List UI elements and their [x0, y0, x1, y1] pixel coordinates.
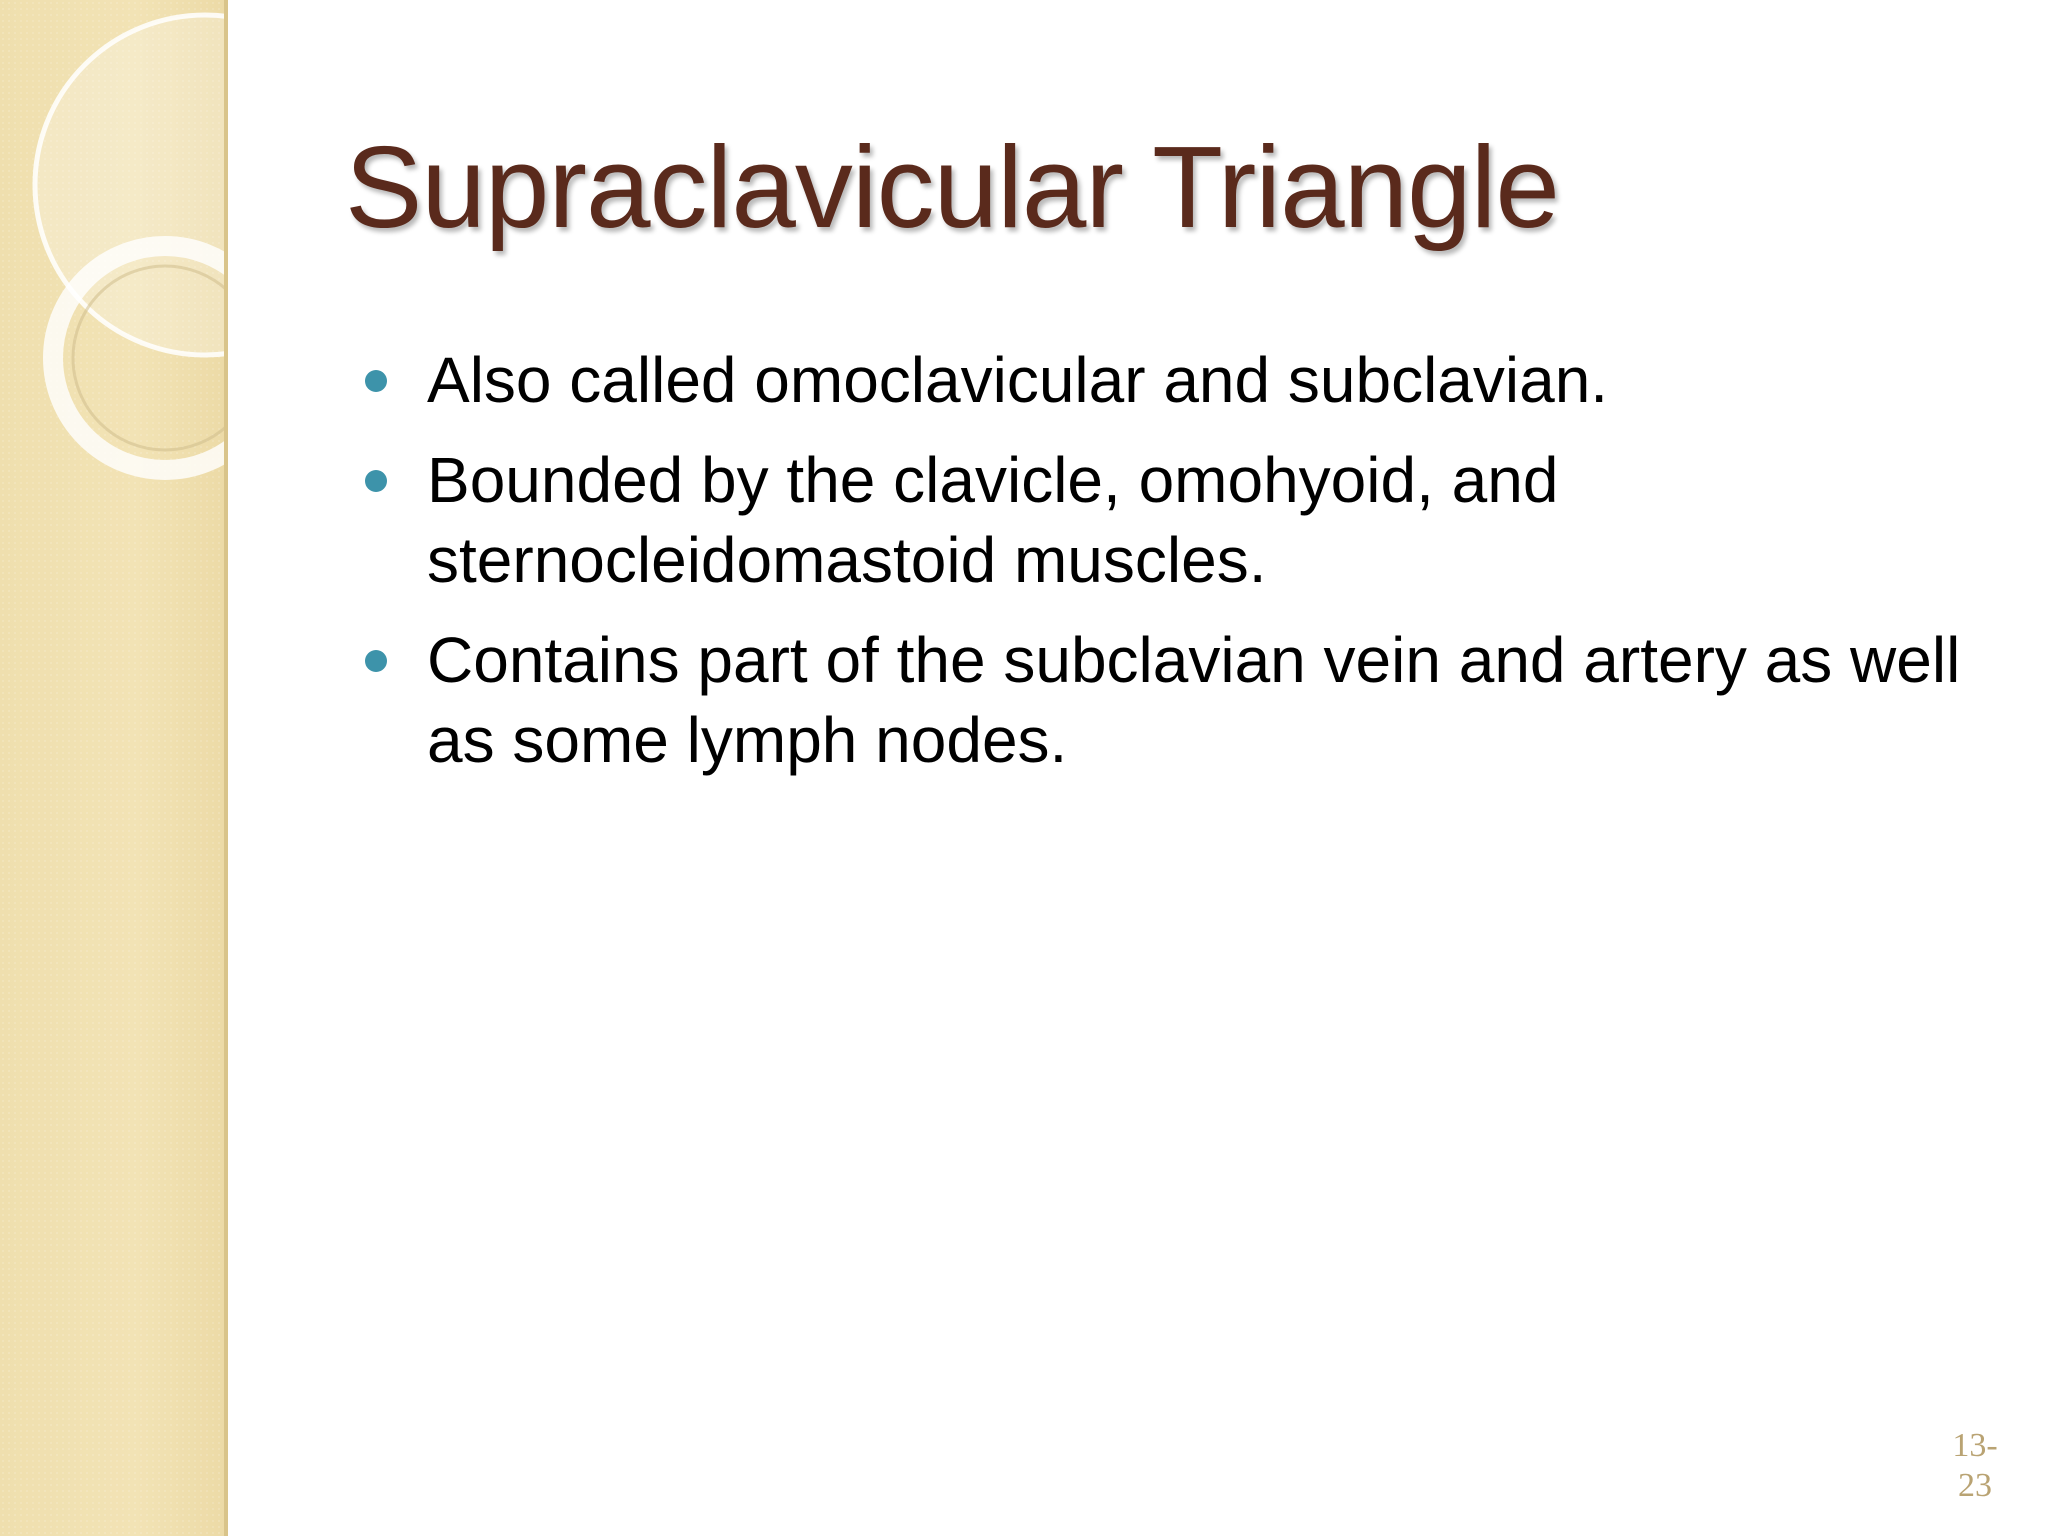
slide-title: Supraclavicular Triangle	[345, 122, 1559, 252]
decorative-rings-icon	[0, 0, 228, 520]
bullet-text: Contains part of the subclavian vein and artery as well as some lymph nodes.	[427, 624, 1961, 776]
bullet-text: Also called omoclavicular and subclavian.	[427, 344, 1609, 416]
bullet-icon	[365, 370, 387, 392]
list-item	[365, 440, 1965, 600]
bullet-text: Bounded by the clavicle, omohyoid, and sternocleidomastoid muscles.	[427, 444, 1559, 596]
bullet-icon	[365, 650, 387, 672]
bullet-icon	[365, 470, 387, 492]
slide-number-line-1: 13-	[1952, 1427, 1998, 1464]
slide-number-line-2: 23	[1958, 1467, 1992, 1504]
bullet-list	[365, 340, 1965, 800]
list-item	[365, 340, 1965, 420]
decorative-side-band	[0, 0, 228, 1536]
side-band-edge	[224, 0, 228, 1536]
list-item	[365, 620, 1965, 780]
slide-number	[1930, 1426, 2020, 1506]
